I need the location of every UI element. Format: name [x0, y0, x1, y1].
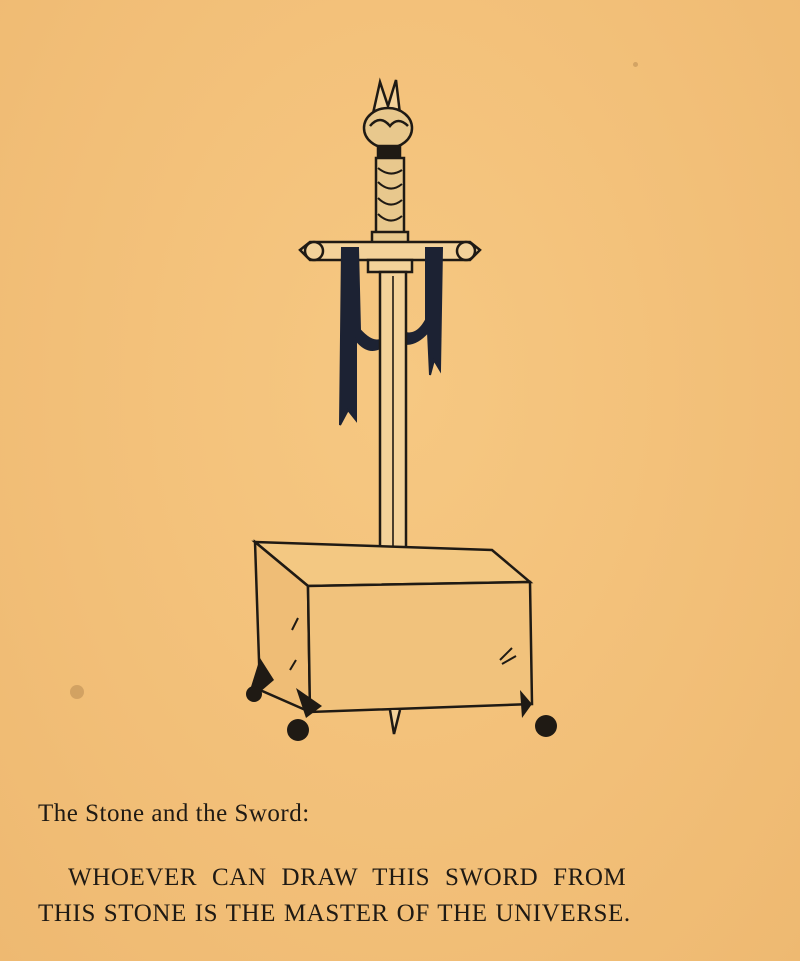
inscription-line-2: THIS STONE IS THE MASTER OF THE UNIVERSE. [38, 900, 631, 927]
stone-block [255, 542, 532, 734]
paper-speck [70, 685, 84, 699]
sword-inscription [38, 860, 766, 932]
sword-blade [380, 272, 406, 571]
illustration-caption: The Stone and the Sword: [38, 800, 310, 827]
sword-grip [372, 158, 408, 246]
sword-in-stone-illustration [230, 70, 570, 750]
paper-speck [633, 62, 638, 67]
sword-crossguard [300, 242, 480, 272]
sword-pommel [364, 80, 412, 158]
inscription-line-1: WHOEVER CAN DRAW THIS SWORD FROM [68, 864, 627, 891]
